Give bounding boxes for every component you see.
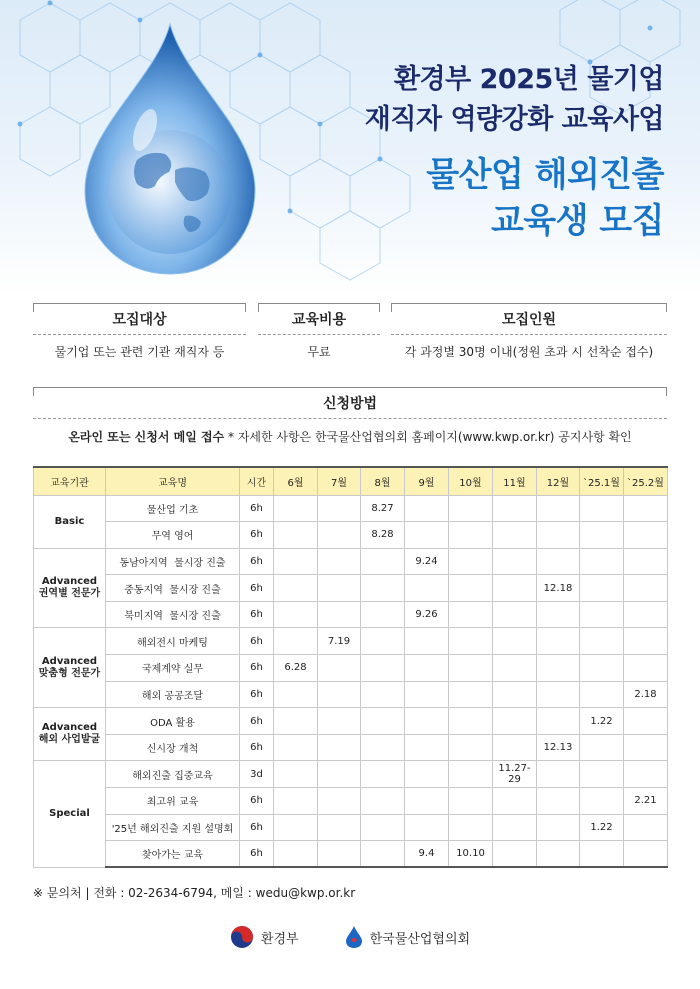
course-name: 해외 공공조달 (106, 681, 240, 708)
table-row (34, 734, 668, 761)
date-cell (580, 548, 624, 575)
date-cell (580, 655, 624, 682)
apply-label: 신청방법 (33, 387, 667, 419)
date-cell (493, 628, 537, 655)
date-cell (405, 708, 449, 735)
date-cell (405, 814, 449, 841)
date-cell (580, 681, 624, 708)
date-cell (624, 841, 668, 868)
date-cell: 10.10 (449, 841, 493, 868)
date-cell: 2.18 (624, 681, 668, 708)
water-drop-icon (345, 925, 363, 949)
institution-label: Basic (54, 515, 85, 527)
schedule-table (33, 466, 668, 868)
date-cell: 12.13 (537, 734, 580, 761)
date-cell (449, 628, 493, 655)
date-cell (537, 628, 580, 655)
table-row (34, 788, 668, 815)
date-cell (580, 601, 624, 628)
date-cell (405, 495, 449, 522)
table-row (34, 761, 668, 788)
ministry-name: 환경부 (260, 931, 299, 947)
date-cell (537, 601, 580, 628)
course-time: 6h (240, 841, 274, 868)
institution-cell (34, 548, 106, 628)
institution-label: 맞춤형 전문가 (38, 667, 101, 679)
date-cell (449, 601, 493, 628)
date-cell (318, 788, 361, 815)
date-cell (580, 522, 624, 549)
association-name: 한국물산업협의회 (369, 931, 471, 947)
date-cell (361, 575, 405, 602)
course-name: 국제계약 실무 (106, 655, 240, 682)
date-cell (318, 495, 361, 522)
date-cell (274, 522, 318, 549)
course-time: 6h (240, 495, 274, 522)
title-block (365, 60, 664, 244)
date-cell (318, 841, 361, 868)
date-cell (449, 548, 493, 575)
date-cell (580, 761, 624, 788)
date-cell (361, 708, 405, 735)
course-time: 6h (240, 814, 274, 841)
apply-text (0, 428, 700, 445)
date-cell (361, 841, 405, 868)
date-cell: 6.28 (274, 655, 318, 682)
date-cell (361, 734, 405, 761)
course-name: 해외전시 마케팅 (106, 628, 240, 655)
date-cell: 2.21 (624, 788, 668, 815)
date-cell (274, 761, 318, 788)
date-cell (405, 628, 449, 655)
column-header: 9월 (405, 467, 449, 495)
date-cell (580, 628, 624, 655)
table-row (34, 708, 668, 735)
date-cell: 12.18 (537, 575, 580, 602)
table-row (34, 575, 668, 602)
date-cell (405, 575, 449, 602)
course-time: 6h (240, 788, 274, 815)
course-time: 6h (240, 708, 274, 735)
contact-info: ※ 문의처 | 전화 : 02-2634-6794, 메일 : wedu@kwp.or.kr (33, 886, 356, 900)
course-name: 물산업 기초 (106, 495, 240, 522)
date-cell (493, 841, 537, 868)
table-row (34, 628, 668, 655)
course-name: ODA 활용 (106, 708, 240, 735)
date-cell (405, 522, 449, 549)
date-cell (580, 841, 624, 868)
course-time: 6h (240, 655, 274, 682)
course-name: 해외진출 집중교육 (106, 761, 240, 788)
date-cell: 1.22 (580, 708, 624, 735)
date-cell (449, 495, 493, 522)
date-cell: 9.26 (405, 601, 449, 628)
date-cell (361, 761, 405, 788)
title-line-1: 환경부 2025년 물기업 (393, 64, 664, 95)
date-cell (624, 628, 668, 655)
date-cell (537, 522, 580, 549)
apply-method: 온라인 또는 신청서 메일 접수 (68, 430, 225, 444)
date-cell (493, 814, 537, 841)
date-cell (361, 655, 405, 682)
date-cell (449, 788, 493, 815)
course-name: '25년 해외진출 지원 설명회 (106, 814, 240, 841)
date-cell (318, 601, 361, 628)
date-cell (318, 548, 361, 575)
institution-cell (34, 708, 106, 761)
date-cell (318, 734, 361, 761)
date-cell (624, 522, 668, 549)
date-cell (493, 655, 537, 682)
date-cell (493, 522, 537, 549)
date-cell: 9.4 (405, 841, 449, 868)
date-cell (624, 734, 668, 761)
course-name: 찾아가는 교육 (106, 841, 240, 868)
column-header: 11월 (493, 467, 537, 495)
association-logo (345, 925, 470, 949)
ministry-logo (230, 925, 299, 949)
date-cell (449, 708, 493, 735)
institution-label: Advanced (41, 655, 98, 667)
course-time: 6h (240, 734, 274, 761)
course-name: 중동지역 물시장 진출 (106, 575, 240, 602)
date-cell: 11.27- 29 (493, 761, 537, 788)
date-cell: 1.22 (580, 814, 624, 841)
course-time: 6h (240, 522, 274, 549)
table-row (34, 841, 668, 868)
date-cell (361, 548, 405, 575)
date-cell (274, 788, 318, 815)
date-cell (361, 814, 405, 841)
title-line-3: 물산업 해외진출 (426, 155, 664, 195)
date-cell (361, 681, 405, 708)
date-cell (449, 655, 493, 682)
date-cell (405, 761, 449, 788)
date-cell (449, 681, 493, 708)
date-cell (624, 761, 668, 788)
column-header: 시간 (240, 467, 274, 495)
date-cell: 8.28 (361, 522, 405, 549)
date-cell (493, 734, 537, 761)
date-cell (493, 788, 537, 815)
logo-bar (0, 922, 700, 952)
course-name: 최고위 교육 (106, 788, 240, 815)
date-cell (493, 681, 537, 708)
course-time: 6h (240, 575, 274, 602)
institution-label: 해외 사업발굴 (38, 734, 101, 746)
taegeuk-icon (230, 925, 254, 949)
date-cell (624, 814, 668, 841)
date-cell (318, 761, 361, 788)
date-cell (274, 548, 318, 575)
table-row (34, 655, 668, 682)
date-cell (624, 548, 668, 575)
column-header: 6월 (274, 467, 318, 495)
date-cell (274, 495, 318, 522)
apply-note: * 자세한 사항은 한국물산업협의회 홈페이지(www.kwp.or.kr) 공지사항 확인 (224, 430, 632, 444)
date-cell (449, 575, 493, 602)
water-drop-globe-image (75, 20, 265, 278)
date-cell (624, 708, 668, 735)
institution-cell (34, 495, 106, 548)
course-time: 3d (240, 761, 274, 788)
date-cell (493, 495, 537, 522)
date-cell (537, 814, 580, 841)
table-row (34, 548, 668, 575)
table-row (34, 601, 668, 628)
column-header: 교육명 (106, 467, 240, 495)
date-cell (580, 788, 624, 815)
table-row (34, 522, 668, 549)
date-cell (361, 628, 405, 655)
target-label: 모집대상 (33, 303, 246, 335)
date-cell (274, 708, 318, 735)
course-name: 무역 영어 (106, 522, 240, 549)
date-cell (537, 761, 580, 788)
date-cell (537, 708, 580, 735)
institution-label: Special (49, 808, 90, 820)
column-header: `25.2월 (624, 467, 668, 495)
date-cell (537, 841, 580, 868)
date-cell (537, 655, 580, 682)
date-cell (274, 734, 318, 761)
date-cell (274, 628, 318, 655)
cost-label: 교육비용 (258, 303, 380, 335)
date-cell (361, 601, 405, 628)
count-value: 각 과정별 30명 이내(정원 초과 시 선착순 접수) (404, 345, 654, 359)
date-cell (449, 814, 493, 841)
table-row (34, 814, 668, 841)
column-header: 8월 (361, 467, 405, 495)
column-header: 7월 (318, 467, 361, 495)
date-cell (493, 601, 537, 628)
date-cell (449, 522, 493, 549)
course-time: 6h (240, 548, 274, 575)
date-cell (624, 601, 668, 628)
date-cell (361, 788, 405, 815)
date-cell (580, 575, 624, 602)
date-cell (537, 548, 580, 575)
date-cell (405, 788, 449, 815)
date-cell (274, 681, 318, 708)
institution-cell (34, 761, 106, 867)
date-cell (318, 655, 361, 682)
date-cell (493, 708, 537, 735)
date-cell (624, 495, 668, 522)
title-line-4: 교육생 모집 (490, 201, 664, 241)
column-header: 교육기관 (34, 467, 106, 495)
course-time: 6h (240, 628, 274, 655)
date-cell (318, 708, 361, 735)
date-cell (405, 681, 449, 708)
table-header-row (34, 467, 668, 495)
course-time: 6h (240, 681, 274, 708)
date-cell (318, 681, 361, 708)
date-cell (449, 734, 493, 761)
date-cell (537, 788, 580, 815)
date-cell (493, 575, 537, 602)
date-cell (274, 841, 318, 868)
date-cell (274, 575, 318, 602)
date-cell (537, 495, 580, 522)
course-time: 6h (240, 601, 274, 628)
date-cell (405, 655, 449, 682)
column-header: 12월 (537, 467, 580, 495)
title-line-2: 재직자 역량강화 교육사업 (364, 104, 664, 135)
date-cell: 9.24 (405, 548, 449, 575)
institution-label: Advanced (41, 576, 98, 588)
table-row (34, 495, 668, 522)
date-cell (624, 575, 668, 602)
institution-cell (34, 628, 106, 708)
course-name: 신시장 개척 (106, 734, 240, 761)
course-name: 북미지역 물시장 진출 (106, 601, 240, 628)
institution-label: Advanced (41, 722, 98, 734)
date-cell (624, 655, 668, 682)
date-cell (537, 681, 580, 708)
count-label: 모집인원 (391, 303, 667, 335)
date-cell (318, 575, 361, 602)
institution-label: 권역별 전문가 (38, 588, 101, 600)
date-cell (318, 814, 361, 841)
date-cell: 7.19 (318, 628, 361, 655)
date-cell (580, 734, 624, 761)
column-header: 10월 (449, 467, 493, 495)
date-cell (493, 548, 537, 575)
date-cell (274, 601, 318, 628)
date-cell (580, 495, 624, 522)
target-value: 물기업 또는 관련 기관 재직자 등 (54, 345, 225, 359)
date-cell: 8.27 (361, 495, 405, 522)
date-cell (274, 814, 318, 841)
date-cell (405, 734, 449, 761)
date-cell (318, 522, 361, 549)
column-header: `25.1월 (580, 467, 624, 495)
table-row (34, 681, 668, 708)
cost-value: 무료 (307, 345, 331, 359)
course-name: 동남아지역 물시장 진출 (106, 548, 240, 575)
hero-banner (0, 0, 700, 295)
date-cell (449, 761, 493, 788)
